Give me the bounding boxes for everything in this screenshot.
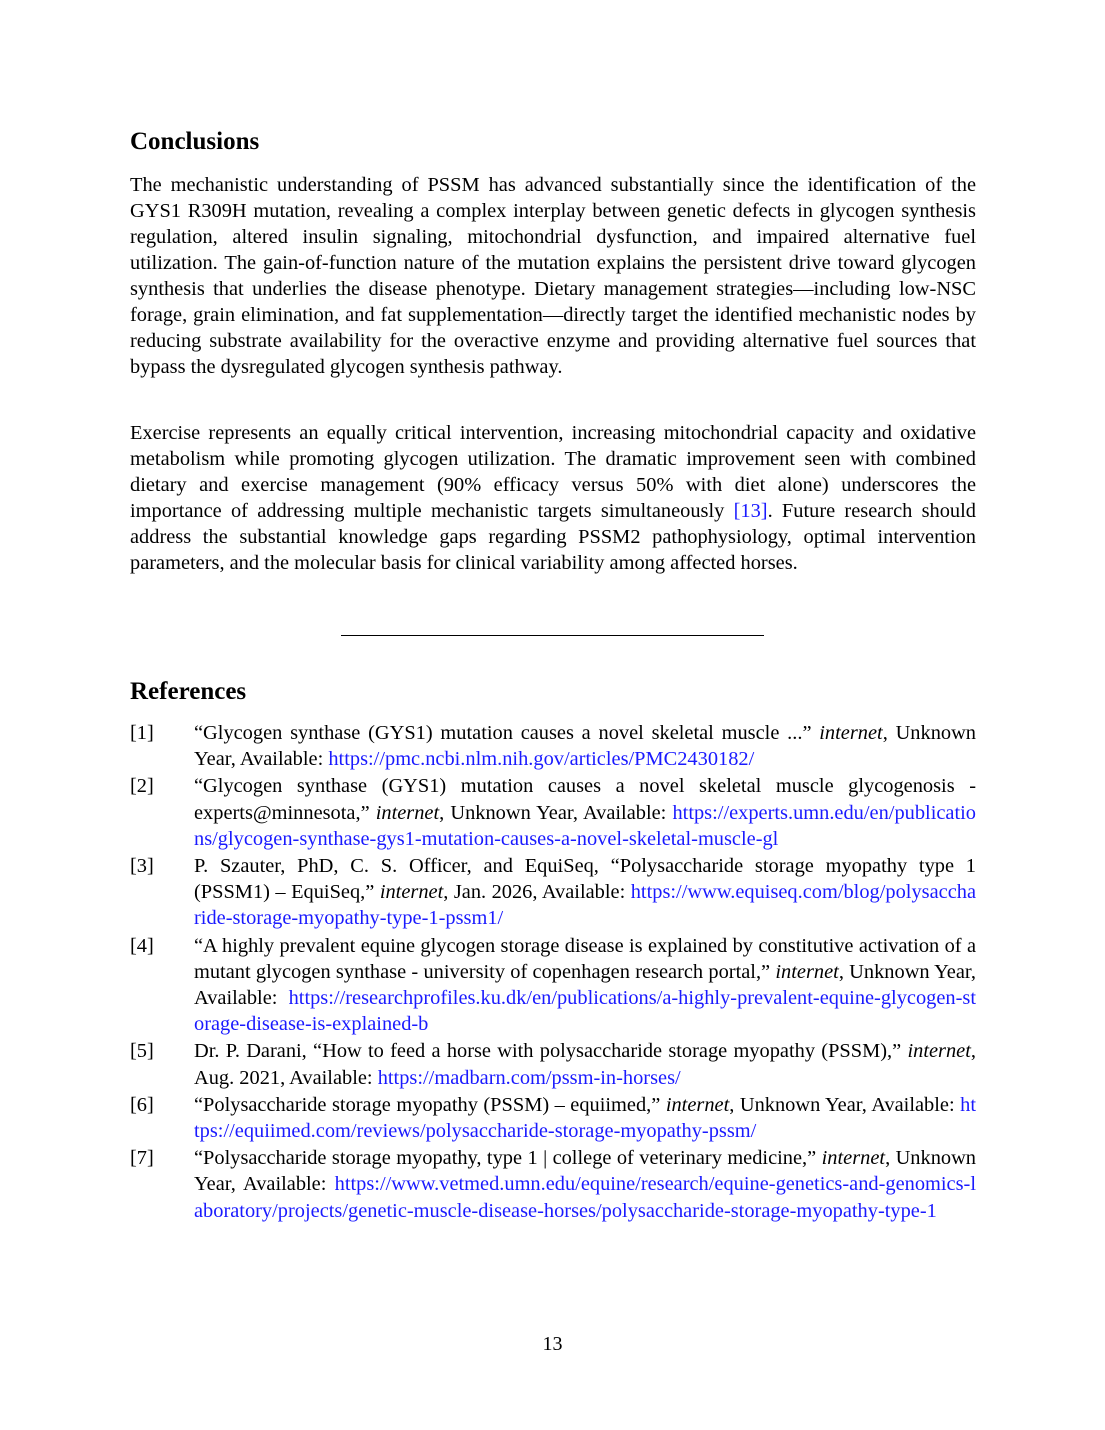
reference-number: [1] xyxy=(130,722,154,744)
reference-item xyxy=(130,1145,976,1224)
reference-meta: , Aug. 2021, Available: xyxy=(194,1040,976,1089)
reference-number: [3] xyxy=(130,855,154,878)
reference-number: [2] xyxy=(130,775,154,798)
reference-text: “Polysaccharide storage myopathy, type 1 | college of veterinary medicine,” xyxy=(194,1147,822,1170)
reference-source: internet xyxy=(907,1040,971,1063)
reference-source: internet xyxy=(665,1093,730,1116)
reference-meta: , Unknown Year, Available: xyxy=(194,722,976,771)
reference-url-link[interactable]: https://madbarn.com/pssm-in-horses/ xyxy=(377,1066,681,1089)
reference-number: [5] xyxy=(130,1040,154,1063)
reference-url-link[interactable]: https://equiimed.com/reviews/polysaccharide-storage-myopathy-pssm/ xyxy=(194,1093,976,1143)
reference-item xyxy=(130,933,976,1038)
reference-meta: , Unknown Year, Available: xyxy=(194,960,976,1010)
paragraph-2-text-a: Exercise represents an equally critical intervention, increasing mitochondrial capacity and oxidative metabolism while promoting glycogen utilization. The dramatic improvement seen with combined dietary and exercise management (90% efficacy versus 50% with diet alone) underscores the importance of addressing multiple mechanistic targets simultaneously xyxy=(130,422,976,522)
reference-meta: , Unknown Year, Available: xyxy=(439,801,673,824)
reference-url-link[interactable]: https://pmc.ncbi.nlm.nih.gov/articles/PMC2430182/ xyxy=(328,748,755,771)
reference-url-link[interactable]: https://www.equiseq.com/blog/polysaccharide-storage-myopathy-type-1-pssm1/ xyxy=(194,881,976,930)
reference-meta: , Jan. 2026, Available: xyxy=(443,881,631,904)
paragraph-2-text-b: . Future research should address the substantial knowledge gaps regarding PSSM2 pathophysiology, optimal intervention parameters, and the molecular basis for clinical variability among affected horses. xyxy=(130,500,976,574)
reference-list xyxy=(130,720,976,1225)
reference-number: [7] xyxy=(130,1147,154,1170)
reference-text: P. Szauter, PhD, C. S. Officer, and EquiSeq, “Polysaccharide storage myopathy type 1 (PSSM1) – EquiSeq,” xyxy=(194,855,976,904)
reference-url-link[interactable]: https://www.vetmed.umn.edu/equine/research/equine-genetics-and-genomics-laboratory/projects/genetic-muscle-disease-horses/polysaccharide-storage-myopathy-type-1 xyxy=(194,1173,976,1222)
section-heading-references: References xyxy=(130,678,247,705)
reference-item xyxy=(130,720,976,772)
citation-link-13[interactable]: [13] xyxy=(733,500,768,522)
reference-source: internet xyxy=(379,881,444,904)
reference-text: “A highly prevalent equine glycogen storage disease is explained by constitutive activation of a mutant glycogen synthase - university of copenhagen research portal,” xyxy=(194,934,976,983)
reference-url-link[interactable]: https://experts.umn.edu/en/publications/glycogen-synthase-gys1-mutation-causes-a-novel-skeletal-muscle-gl xyxy=(194,801,976,850)
reference-number: [6] xyxy=(130,1093,154,1116)
reference-url-link[interactable]: https://researchprofiles.ku.dk/en/publications/a-highly-prevalent-equine-glycogen-storage-disease-is-explained-b xyxy=(194,987,976,1036)
reference-item xyxy=(130,1038,976,1090)
reference-text: “Glycogen synthase (GYS1) mutation causes a novel skeletal muscle ...” xyxy=(194,722,820,744)
reference-source: internet xyxy=(375,801,440,824)
conclusions-paragraph-1: The mechanistic understanding of PSSM has advanced substantially since the identification of the GYS1 R309H mutation, revealing a complex interplay between genetic defects in glycogen synthesis regulation, altered insulin signaling, mitochondrial dysfunction, and impaired alternative fuel utilization. The gain-of-function nature of the mutation explains the persistent drive toward glycogen synthesis that underlies the disease phenotype. Dietary management strategies—including low-NSC forage, grain elimination, and fat supplementation—directly target the identified mechanistic nodes by reducing substrate availability for the overactive enzyme and providing alternative fuel sources that bypass the dysregulated glycogen synthesis pathway. xyxy=(130,174,976,378)
reference-item xyxy=(130,853,976,932)
reference-text: “Polysaccharide storage myopathy (PSSM) – equiimed,” xyxy=(194,1093,666,1116)
reference-text: Dr. P. Darani, “How to feed a horse with polysaccharide storage myopathy (PSSM),” xyxy=(194,1040,908,1063)
reference-item xyxy=(130,1092,976,1144)
section-heading-conclusions: Conclusions xyxy=(130,128,260,155)
reference-meta: , Unknown Year, Available: xyxy=(729,1093,961,1116)
reference-source: internet xyxy=(775,960,839,983)
reference-meta: , Unknown Year, Available: xyxy=(194,1147,977,1196)
reference-text: “Glycogen synthase (GYS1) mutation causes a novel skeletal muscle glycogenosis - experts@minnesota,” xyxy=(194,775,976,824)
reference-number: [4] xyxy=(130,934,154,957)
section-divider xyxy=(341,635,764,636)
page-number: 13 xyxy=(542,1333,563,1355)
reference-item xyxy=(130,773,976,852)
reference-source: internet xyxy=(819,722,883,744)
conclusions-paragraph-2 xyxy=(130,420,976,576)
reference-source: internet xyxy=(821,1147,886,1170)
